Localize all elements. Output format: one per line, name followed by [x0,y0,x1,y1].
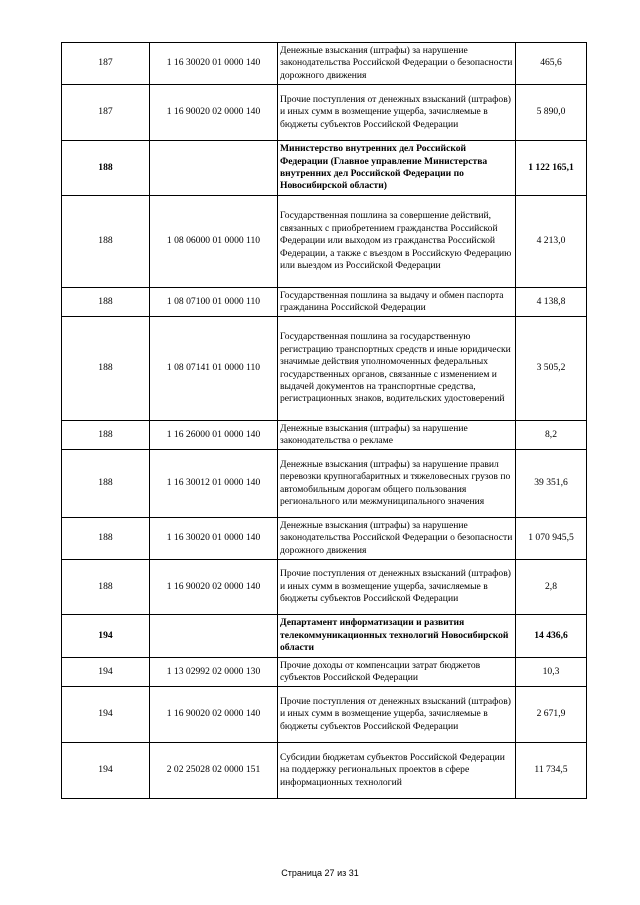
revenue-code-cell: 1 08 07100 01 0000 110 [150,288,278,317]
department-name-cell: Министерство внутренних дел Российской Федерации (Главное управление Министерства внутренних дел Российской Федерации по Новосибирской области) [278,141,516,196]
revenue-code-cell: 1 16 26000 01 0000 140 [150,421,278,450]
revenue-code-cell: 1 16 30020 01 0000 140 [150,518,278,560]
amount-cell: 39 351,6 [516,450,587,518]
admin-code-cell: 194 [62,687,150,743]
revenue-name-cell: Субсидии бюджетам субъектов Российской Федерации на поддержку региональных проектов в сфере информационных технологий [278,743,516,799]
admin-code-cell: 187 [62,85,150,141]
table-row [62,687,587,743]
revenue-name-cell: Денежные взыскания (штрафы) за нарушение законодательства Российской Федерации о безопасности дорожного движения [278,43,516,85]
amount-cell: 2 671,9 [516,687,587,743]
admin-code-cell: 188 [62,518,150,560]
table-row-department [62,141,587,196]
revenue-code-cell: 1 16 90020 02 0000 140 [150,85,278,141]
revenue-name-cell: Денежные взыскания (штрафы) за нарушение законодательства о рекламе [278,421,516,450]
table-row [62,196,587,288]
revenue-code-cell: 1 16 90020 02 0000 140 [150,687,278,743]
department-name-cell: Департамент информатизации и развития телекоммуникационных технологий Новосибирской области [278,615,516,658]
amount-cell: 4 213,0 [516,196,587,288]
revenue-code-cell: 2 02 25028 02 0000 151 [150,743,278,799]
revenue-code-cell: 1 16 30012 01 0000 140 [150,450,278,518]
admin-code-cell: 188 [62,560,150,615]
admin-code-cell: 194 [62,658,150,687]
revenue-name-cell: Прочие поступления от денежных взысканий (штрафов) и иных сумм в возмещение ущерба, зачисляемые в бюджеты субъектов Российской Федерации [278,85,516,141]
table-row [62,288,587,317]
admin-code-cell: 194 [62,743,150,799]
revenue-table [61,42,587,799]
amount-cell: 4 138,8 [516,288,587,317]
revenue-name-cell: Государственная пошлина за выдачу и обмен паспорта гражданина Российской Федерации [278,288,516,317]
admin-code-cell: 188 [62,196,150,288]
admin-code-cell: 194 [62,615,150,658]
revenue-name-cell: Прочие поступления от денежных взысканий (штрафов) и иных сумм в возмещение ущерба, зачисляемые в бюджеты субъектов Российской Федерации [278,687,516,743]
table-row [62,560,587,615]
amount-cell: 3 505,2 [516,317,587,421]
admin-code-cell: 188 [62,141,150,196]
admin-code-cell: 188 [62,450,150,518]
amount-cell: 10,3 [516,658,587,687]
revenue-table-body [62,43,587,799]
admin-code-cell: 188 [62,288,150,317]
table-row [62,85,587,141]
revenue-name-cell: Государственная пошлина за государственную регистрацию транспортных средств и иные юридически значимые действия уполномоченных федеральных государственных органов, связанные с изменением и выдачей документов на транспортные средства, регистрационных знаков, водительских удостоверений [278,317,516,421]
table-row [62,743,587,799]
amount-cell: 1 122 165,1 [516,141,587,196]
revenue-code-cell: 1 08 06000 01 0000 110 [150,196,278,288]
revenue-name-cell: Денежные взыскания (штрафы) за нарушение законодательства Российской Федерации о безопасности дорожного движения [278,518,516,560]
amount-cell: 465,6 [516,43,587,85]
revenue-name-cell: Прочие поступления от денежных взысканий (штрафов) и иных сумм в возмещение ущерба, зачисляемые в бюджеты субъектов Российской Федерации [278,560,516,615]
table-row-department [62,615,587,658]
revenue-code-cell: 1 08 07141 01 0000 110 [150,317,278,421]
revenue-code-cell [150,615,278,658]
amount-cell: 1 070 945,5 [516,518,587,560]
revenue-code-cell [150,141,278,196]
table-row [62,317,587,421]
revenue-code-cell: 1 13 02992 02 0000 130 [150,658,278,687]
revenue-name-cell: Прочие доходы от компенсации затрат бюджетов субъектов Российской Федерации [278,658,516,687]
amount-cell: 2,8 [516,560,587,615]
table-row [62,450,587,518]
revenue-code-cell: 1 16 30020 01 0000 140 [150,43,278,85]
amount-cell: 11 734,5 [516,743,587,799]
table-row [62,43,587,85]
admin-code-cell: 187 [62,43,150,85]
amount-cell: 14 436,6 [516,615,587,658]
amount-cell: 5 890,0 [516,85,587,141]
amount-cell: 8,2 [516,421,587,450]
revenue-code-cell: 1 16 90020 02 0000 140 [150,560,278,615]
admin-code-cell: 188 [62,317,150,421]
page-number-footer: Страница 27 из 31 [281,868,359,878]
table-row [62,518,587,560]
admin-code-cell: 188 [62,421,150,450]
table-row [62,421,587,450]
revenue-name-cell: Государственная пошлина за совершение действий, связанных с приобретением гражданства Российской Федерации или выходом из гражданства Российской Федерации, а также с въездом в Российскую Федерацию или выездом из Российской Федерации [278,196,516,288]
revenue-name-cell: Денежные взыскания (штрафы) за нарушение правил перевозки крупногабаритных и тяжеловесных грузов по автомобильным дорогам общего пользования регионального или межмуниципального значения [278,450,516,518]
table-row [62,658,587,687]
